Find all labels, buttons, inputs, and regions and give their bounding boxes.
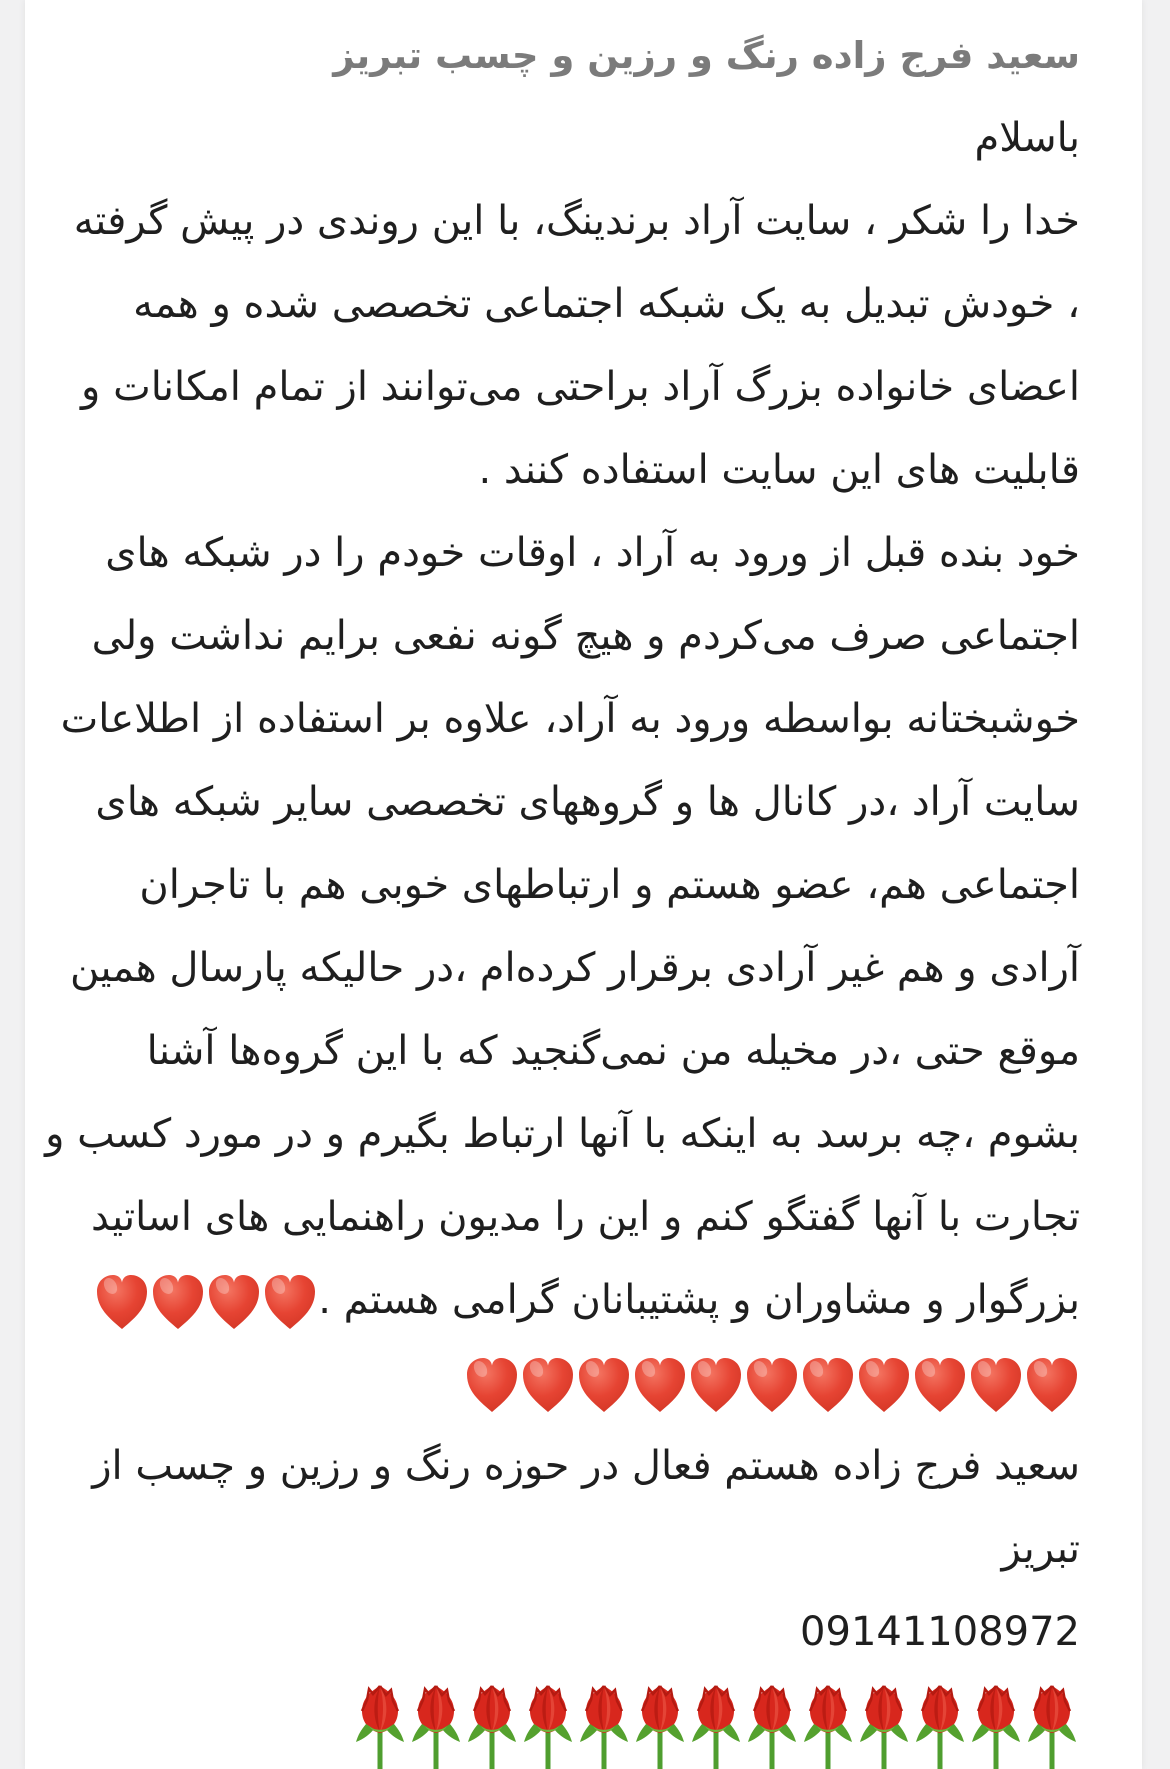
rose-emoji [745, 1682, 799, 1769]
phone-number: 09141108972 [800, 1609, 1080, 1655]
red-heart-emoji [633, 1356, 687, 1414]
body-line: خدا را شکر ، سایت آراد برندینگ، با این روندی در پیش گرفته [73, 198, 1080, 244]
red-heart-emoji [577, 1356, 631, 1414]
rose-emoji [857, 1682, 911, 1769]
rose-emoji [1025, 1682, 1079, 1769]
red-heart-emoji [689, 1356, 743, 1414]
red-heart-emoji [857, 1356, 911, 1414]
red-heart-emoji [151, 1273, 205, 1331]
red-heart-emoji [95, 1273, 149, 1331]
body-line-with-hearts [87, 1259, 1080, 1342]
heart-emoji-group-inline [94, 1277, 318, 1323]
red-heart-emoji [969, 1356, 1023, 1414]
rose-emoji [913, 1682, 967, 1769]
rose-emoji [969, 1682, 1023, 1769]
greeting-line: باسلام [974, 115, 1080, 161]
red-heart-emoji [207, 1273, 261, 1331]
body-line: تجارت با آنها گفتگو کنم و این را مدیون راهنمایی های اساتید [90, 1194, 1080, 1240]
body-line: قابلیت های این سایت استفاده کنند . [478, 447, 1080, 493]
rose-emoji [689, 1682, 743, 1769]
red-heart-emoji [745, 1356, 799, 1414]
body-line: سایت آراد ،در کانال ها و گروههای تخصصی سایر شبکه های [95, 779, 1080, 825]
rose-emoji [633, 1682, 687, 1769]
rose-emoji [409, 1682, 463, 1769]
body-line: بشوم ،چه برسد به اینکه با آنها ارتباط بگیرم و در مورد کسب و [45, 1111, 1080, 1157]
page-title: سعید فرج زاده رنگ و رزین و چسب تبریز [333, 34, 1080, 77]
rose-emoji [465, 1682, 519, 1769]
body-line: خوشبختانه بواسطه ورود به آراد، علاوه بر استفاده از اطلاعات [60, 696, 1080, 742]
rose-emoji [801, 1682, 855, 1769]
rose-emoji [353, 1682, 407, 1769]
body-line: خود بنده قبل از ورود به آراد ، اوقات خودم را در شبکه های [105, 530, 1080, 576]
heart-emoji-row [87, 1342, 1080, 1425]
red-heart-emoji [1025, 1356, 1079, 1414]
testimonial-article [25, 0, 1142, 1769]
red-heart-emoji [913, 1356, 967, 1414]
body-line: موقع حتی ،در مخیله من نمی‌گنجید که با این گروه‌ها آشنا [146, 1028, 1080, 1074]
body-line: اجتماعی صرف می‌کردم و هیچ گونه نفعی برایم نداشت ولی [91, 613, 1080, 659]
red-heart-emoji [263, 1273, 317, 1331]
body-line-text: بزرگوار و مشاوران و پشتیبانان گرامی هستم . [318, 1277, 1080, 1323]
rose-emoji [521, 1682, 575, 1769]
red-heart-emoji [465, 1356, 519, 1414]
body-line: اجتماعی هم، عضو هستم و ارتباطهای خوبی هم با تاجران [139, 862, 1080, 908]
body-line: ، خودش تبدیل به یک شبکه اجتماعی تخصصی شده و همه [133, 281, 1080, 327]
red-heart-emoji [521, 1356, 575, 1414]
rose-emoji-row [87, 1674, 1080, 1757]
signature-line: سعید فرج زاده هستم فعال در حوزه رنگ و رزین و چسب از [92, 1443, 1080, 1489]
body-line: آرادی و هم غیر آرادی برقرار کرده‌ام ،در حالیکه پارسال همین [69, 945, 1080, 991]
body-line: اعضای خانواده بزرگ آراد براحتی می‌توانند از تمام امکانات و [81, 364, 1080, 410]
rose-emoji [577, 1682, 631, 1769]
signature-line: تبریز [1001, 1526, 1080, 1572]
red-heart-emoji [801, 1356, 855, 1414]
